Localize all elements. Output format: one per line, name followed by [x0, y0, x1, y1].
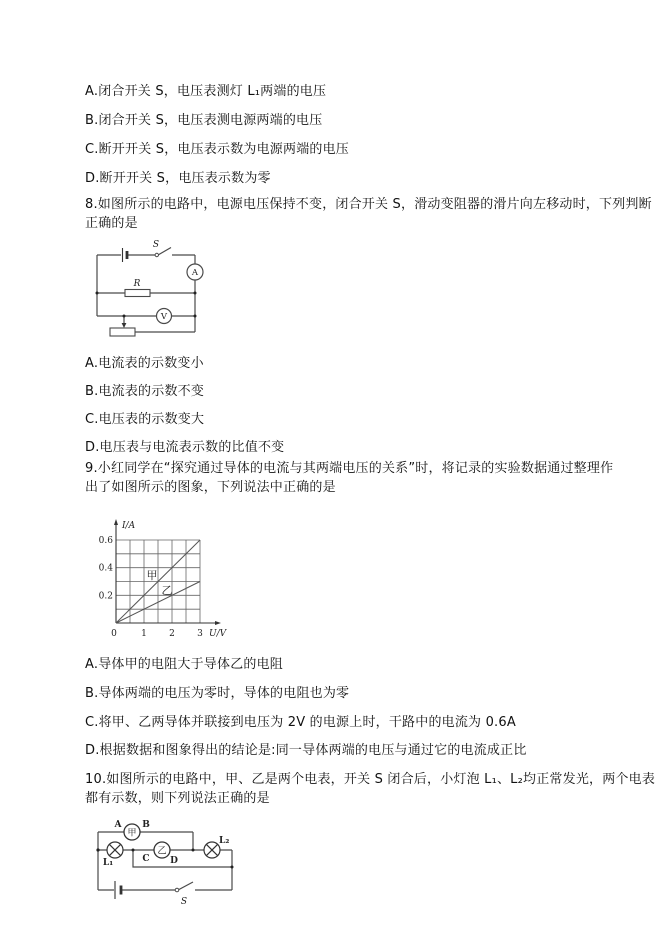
q8-option-b: B.电流表的示数不变 — [85, 384, 205, 399]
rheostat-icon — [110, 316, 135, 336]
resistor-icon — [125, 290, 150, 297]
q9-option-a: A.导体甲的电阻大于导体乙的电阻 — [85, 657, 283, 672]
q9-option-b: B.导体两端的电压为零时，导体的电阻也为零 — [85, 686, 350, 701]
terminal-c-label: C — [142, 854, 150, 864]
q8-option-c: C.电压表的示数变大 — [85, 412, 205, 427]
terminal-a-label: A — [114, 820, 122, 830]
lamp-l2-icon — [204, 842, 220, 858]
terminal-b-label: B — [142, 820, 150, 830]
y-axis-label: I/A — [122, 521, 136, 531]
lamp-l1-icon — [107, 842, 123, 858]
xtick-3: 3 — [197, 629, 203, 639]
ytick-0p2: 0.2 — [98, 591, 113, 602]
lamp-l1-label: L₁ — [102, 858, 114, 868]
ytick-0p6: 0.6 — [98, 536, 113, 546]
q8-stem-line1: 8.如图所示的电路中，电源电压保持不变，闭合开关 S，滑动变阻器的滑片向左移动时，下列判断 — [85, 197, 652, 212]
q8-option-d: D.电压表与电流表示数的比值不变 — [85, 440, 285, 455]
q10-switch-label: S — [180, 897, 188, 907]
q8-resistor-label: R — [133, 279, 141, 289]
q10-circuit-diagram — [85, 815, 240, 915]
q7-option-d: D.断开开关 S，电压表示数为零 — [85, 171, 271, 186]
ytick-0p4: 0.4 — [98, 563, 113, 574]
series-jia-label: 甲 — [146, 569, 158, 582]
q9-stem-line2: 出了如图所示的图象，下列说法中正确的是 — [85, 480, 336, 495]
switch-icon — [175, 882, 193, 892]
q9-iu-graph — [85, 515, 245, 650]
series-yi-label: 乙 — [161, 584, 173, 597]
xtick-2: 2 — [169, 629, 175, 639]
q8-ammeter-label: A — [191, 268, 199, 278]
q8-circuit-diagram — [85, 240, 215, 340]
y-axis-arrow-icon — [114, 519, 118, 525]
xtick-1: 1 — [141, 629, 147, 639]
x-axis-arrow-icon — [215, 621, 221, 625]
meter-jia-label: 甲 — [127, 828, 137, 839]
q9-stem-line1: 9.小红同学在“探究通过导体的电流与其两端电压的关系”时，将记录的实验数据通过整理作 — [85, 461, 614, 476]
q8-switch-label: S — [152, 240, 160, 250]
battery-icon — [123, 248, 128, 262]
terminal-d-label: D — [170, 856, 178, 866]
q9-option-d: D.根据数据和图象得出的结论是:同一导体两端的电压与通过它的电流成正比 — [85, 743, 527, 758]
q8-stem-line2: 正确的是 — [85, 216, 138, 231]
q7-option-c: C.断开开关 S，电压表示数为电源两端的电压 — [85, 142, 349, 157]
lamp-l2-label: L₂ — [219, 836, 230, 846]
x-axis-label: U/V — [209, 629, 227, 639]
q8-voltmeter-label: V — [160, 312, 168, 322]
slider-arrow-icon — [122, 323, 127, 328]
q10-wires — [98, 832, 232, 890]
q9-option-c: C.将甲、乙两导体并联接到电压为 2V 的电源上时，干路中的电流为 0.6A — [85, 715, 516, 730]
q10-stem-line1: 10.如图所示的电路中，甲、乙是两个电表，开关 S 闭合后，小灯泡 L₁、L₂均正常发光，两个电表 — [85, 772, 656, 787]
q7-option-b: B.闭合开关 S，电压表测电源两端的电压 — [85, 113, 323, 128]
battery-icon — [115, 881, 121, 899]
q10-stem-line2: 都有示数，则下列说法正确的是 — [85, 791, 270, 806]
q7-option-a: A.闭合开关 S，电压表测灯 L₁两端的电压 — [85, 84, 327, 99]
meter-yi-label: 乙 — [157, 846, 167, 857]
q8-option-a: A.电流表的示数变小 — [85, 356, 204, 371]
xtick-0: 0 — [111, 629, 117, 639]
